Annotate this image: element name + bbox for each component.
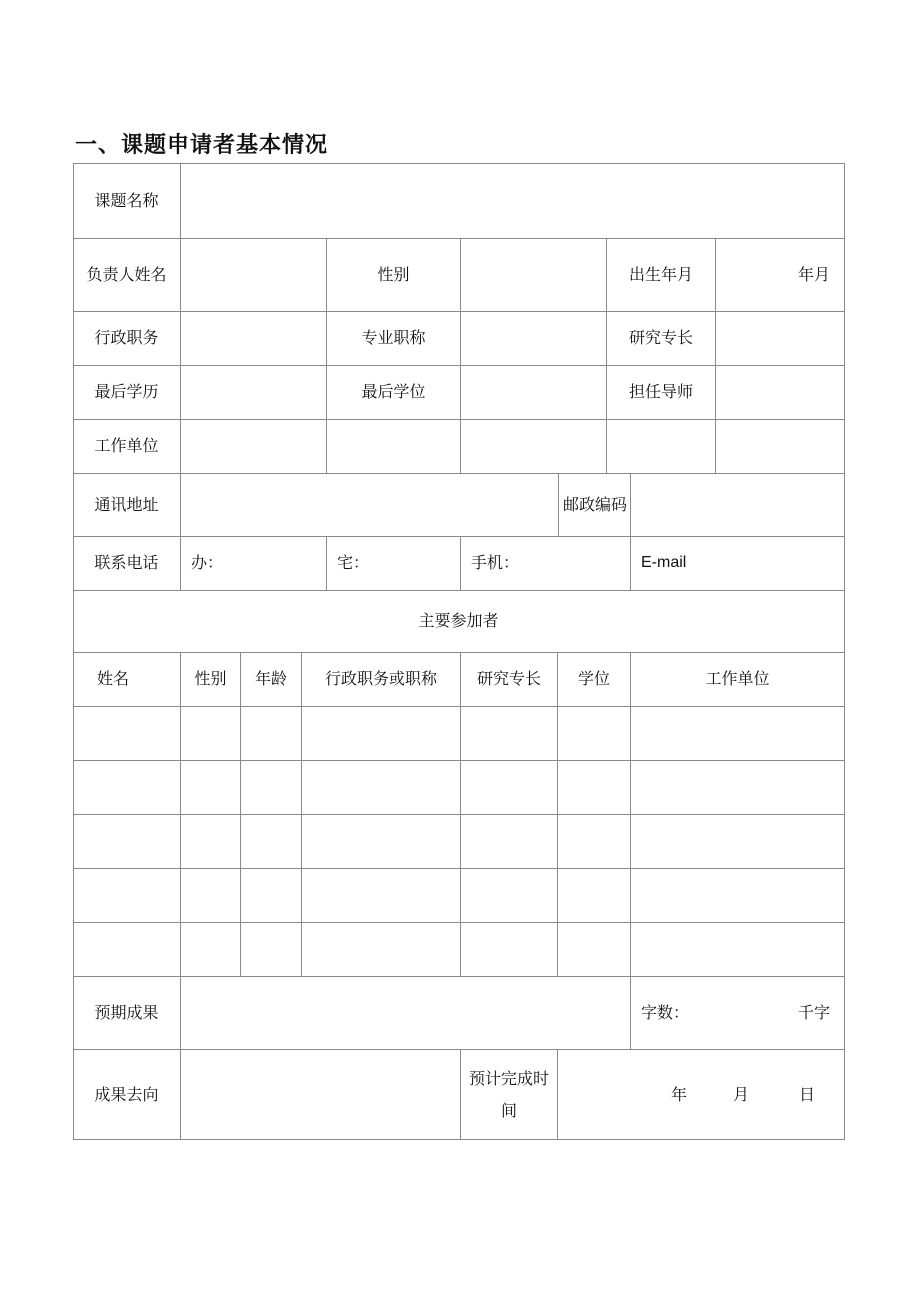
participant-row[interactable] — [73, 814, 844, 868]
label-word-unit: 千字 — [797, 1002, 830, 1022]
label-last-education: 最后学历 — [94, 382, 159, 401]
field-admin-post[interactable] — [181, 311, 326, 365]
field-work-unit[interactable] — [181, 419, 844, 473]
field-address[interactable] — [181, 473, 558, 536]
field-last-education[interactable] — [181, 365, 326, 419]
participant-row[interactable] — [73, 760, 844, 814]
col-work-unit: 工作单位 — [705, 669, 770, 688]
completion-month[interactable]: 月 — [732, 1084, 749, 1104]
completion-day[interactable]: 日 — [798, 1084, 815, 1104]
field-home-phone[interactable]: 宅： — [337, 553, 370, 572]
participant-row[interactable] — [73, 706, 844, 760]
label-supervisor: 担任导师 — [628, 382, 693, 401]
label-birth: 出生年月 — [628, 264, 693, 284]
label-address: 通讯地址 — [94, 494, 159, 514]
section-heading: 一、课题申请者基本情况 — [75, 133, 329, 158]
field-office-phone[interactable]: 办： — [191, 553, 224, 572]
participants-header: 主要参加者 — [418, 611, 499, 630]
label-word-count: 字数： — [641, 1002, 690, 1022]
applicant-form-table — [73, 163, 845, 1140]
label-expected-completion: 预计完成时间 — [468, 1068, 549, 1120]
label-gender: 性别 — [377, 264, 410, 284]
col-name: 姓名 — [96, 669, 129, 688]
field-project-name[interactable] — [181, 163, 844, 238]
label-admin-post: 行政职务 — [94, 328, 159, 347]
col-research-specialty: 研究专长 — [476, 669, 541, 688]
label-last-degree: 最后学位 — [361, 382, 426, 401]
col-post-or-title: 行政职务或职称 — [324, 669, 437, 688]
completion-year[interactable]: 年 — [670, 1084, 687, 1104]
label-project-name: 课题名称 — [94, 190, 159, 210]
col-gender: 性别 — [194, 669, 227, 688]
field-research-specialty[interactable] — [716, 311, 844, 365]
participant-row[interactable] — [73, 922, 844, 976]
label-result-destination: 成果去向 — [94, 1084, 159, 1104]
label-postcode: 邮政编码 — [563, 494, 628, 514]
field-prof-title[interactable] — [461, 311, 606, 365]
field-supervisor[interactable] — [716, 365, 844, 419]
col-age: 年龄 — [254, 669, 287, 688]
field-gender[interactable] — [461, 238, 606, 311]
col-degree: 学位 — [577, 669, 610, 688]
field-birth[interactable]: 年月 — [797, 264, 830, 284]
label-prof-title: 专业职称 — [361, 328, 426, 347]
field-mobile[interactable]: 手机： — [471, 553, 520, 572]
field-postcode[interactable] — [631, 473, 844, 536]
label-leader-name: 负责人姓名 — [86, 264, 167, 284]
field-result-destination[interactable] — [181, 1049, 460, 1140]
label-work-unit: 工作单位 — [94, 436, 159, 455]
label-research-specialty: 研究专长 — [628, 328, 693, 347]
field-email[interactable]: E-mail — [641, 554, 687, 571]
field-last-degree[interactable] — [461, 365, 606, 419]
participant-row[interactable] — [73, 868, 844, 922]
label-expected-results: 预期成果 — [94, 1002, 159, 1022]
field-expected-results[interactable] — [181, 976, 630, 1049]
label-phone: 联系电话 — [94, 553, 159, 572]
field-leader-name[interactable] — [181, 238, 326, 311]
